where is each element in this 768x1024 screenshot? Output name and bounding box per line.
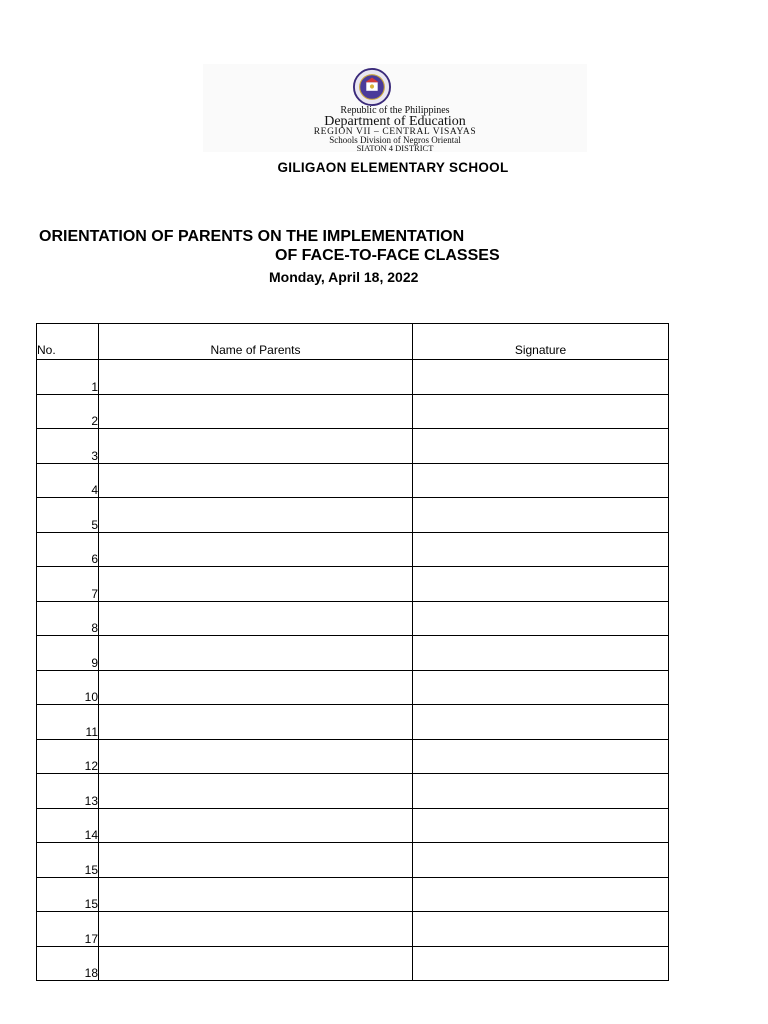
table-header-row xyxy=(37,324,669,360)
table-row xyxy=(37,877,669,912)
table-row xyxy=(37,843,669,878)
signature-cell[interactable] xyxy=(413,705,669,740)
signature-cell[interactable] xyxy=(413,532,669,567)
parent-name-cell[interactable] xyxy=(99,877,413,912)
signature-cell[interactable] xyxy=(413,877,669,912)
row-number: 14 xyxy=(37,808,99,843)
table-row xyxy=(37,463,669,498)
row-number: 1 xyxy=(37,360,99,395)
parent-name-cell[interactable] xyxy=(99,705,413,740)
table-row xyxy=(37,532,669,567)
signature-cell[interactable] xyxy=(413,843,669,878)
signature-cell[interactable] xyxy=(413,360,669,395)
parent-name-cell[interactable] xyxy=(99,567,413,602)
row-number: 2 xyxy=(37,394,99,429)
row-number: 5 xyxy=(37,498,99,533)
row-number: 12 xyxy=(37,739,99,774)
parent-name-cell[interactable] xyxy=(99,463,413,498)
parent-name-cell[interactable] xyxy=(99,532,413,567)
letterhead-district: SIATON 4 DISTRICT xyxy=(356,143,434,153)
signature-cell[interactable] xyxy=(413,912,669,947)
table-row xyxy=(37,946,669,981)
signature-cell[interactable] xyxy=(413,394,669,429)
document-title-line2: OF FACE-TO-FACE CLASSES xyxy=(275,247,500,264)
letterhead-department: Department of Education xyxy=(324,114,466,129)
row-number: 8 xyxy=(37,601,99,636)
school-name: GILIGAON ELEMENTARY SCHOOL xyxy=(277,160,509,175)
table-row xyxy=(37,774,669,809)
table-row xyxy=(37,360,669,395)
table-row xyxy=(37,498,669,533)
signature-cell[interactable] xyxy=(413,429,669,464)
row-number: 18 xyxy=(37,946,99,981)
row-number: 15 xyxy=(37,843,99,878)
letterhead-republic: Republic of the Philippines xyxy=(340,105,450,116)
parent-name-cell[interactable] xyxy=(99,912,413,947)
document-date: Monday, April 18, 2022 xyxy=(269,269,419,285)
deped-seal-icon xyxy=(353,68,391,106)
attendance-table xyxy=(36,323,669,981)
parent-name-cell[interactable] xyxy=(99,601,413,636)
signature-cell[interactable] xyxy=(413,601,669,636)
table-row xyxy=(37,705,669,740)
parent-name-cell[interactable] xyxy=(99,739,413,774)
row-number: 13 xyxy=(37,774,99,809)
signature-cell[interactable] xyxy=(413,463,669,498)
signature-cell[interactable] xyxy=(413,739,669,774)
signature-cell[interactable] xyxy=(413,567,669,602)
row-number: 7 xyxy=(37,567,99,602)
parent-name-cell[interactable] xyxy=(99,498,413,533)
signature-cell[interactable] xyxy=(413,774,669,809)
table-row xyxy=(37,567,669,602)
parent-name-cell[interactable] xyxy=(99,774,413,809)
row-number: 10 xyxy=(37,670,99,705)
parent-name-cell[interactable] xyxy=(99,946,413,981)
table-row xyxy=(37,670,669,705)
row-number: 17 xyxy=(37,912,99,947)
row-number: 15 xyxy=(37,877,99,912)
document-title-line1: ORIENTATION OF PARENTS ON THE IMPLEMENTATION xyxy=(39,228,465,245)
letterhead-region: REGION VII – CENTRAL VISAYAS xyxy=(313,127,477,137)
table-row xyxy=(37,636,669,671)
parent-name-cell[interactable] xyxy=(99,636,413,671)
parent-name-cell[interactable] xyxy=(99,360,413,395)
parent-name-cell[interactable] xyxy=(99,808,413,843)
table-row xyxy=(37,739,669,774)
row-number: 6 xyxy=(37,532,99,567)
table-row xyxy=(37,394,669,429)
header-no: No. xyxy=(37,324,99,360)
table-row xyxy=(37,808,669,843)
table-row xyxy=(37,429,669,464)
letterhead xyxy=(203,64,587,152)
table-row xyxy=(37,601,669,636)
signature-cell[interactable] xyxy=(413,498,669,533)
header-name-of-parents: Name of Parents xyxy=(99,324,413,360)
parent-name-cell[interactable] xyxy=(99,429,413,464)
signature-cell[interactable] xyxy=(413,670,669,705)
signature-cell[interactable] xyxy=(413,946,669,981)
row-number: 11 xyxy=(37,705,99,740)
parent-name-cell[interactable] xyxy=(99,394,413,429)
row-number: 3 xyxy=(37,429,99,464)
letterhead-division: Schools Division of Negros Oriental xyxy=(329,135,461,145)
header-signature: Signature xyxy=(413,324,669,360)
signature-cell[interactable] xyxy=(413,636,669,671)
parent-name-cell[interactable] xyxy=(99,843,413,878)
table-row xyxy=(37,912,669,947)
signature-cell[interactable] xyxy=(413,808,669,843)
row-number: 4 xyxy=(37,463,99,498)
row-number: 9 xyxy=(37,636,99,671)
parent-name-cell[interactable] xyxy=(99,670,413,705)
